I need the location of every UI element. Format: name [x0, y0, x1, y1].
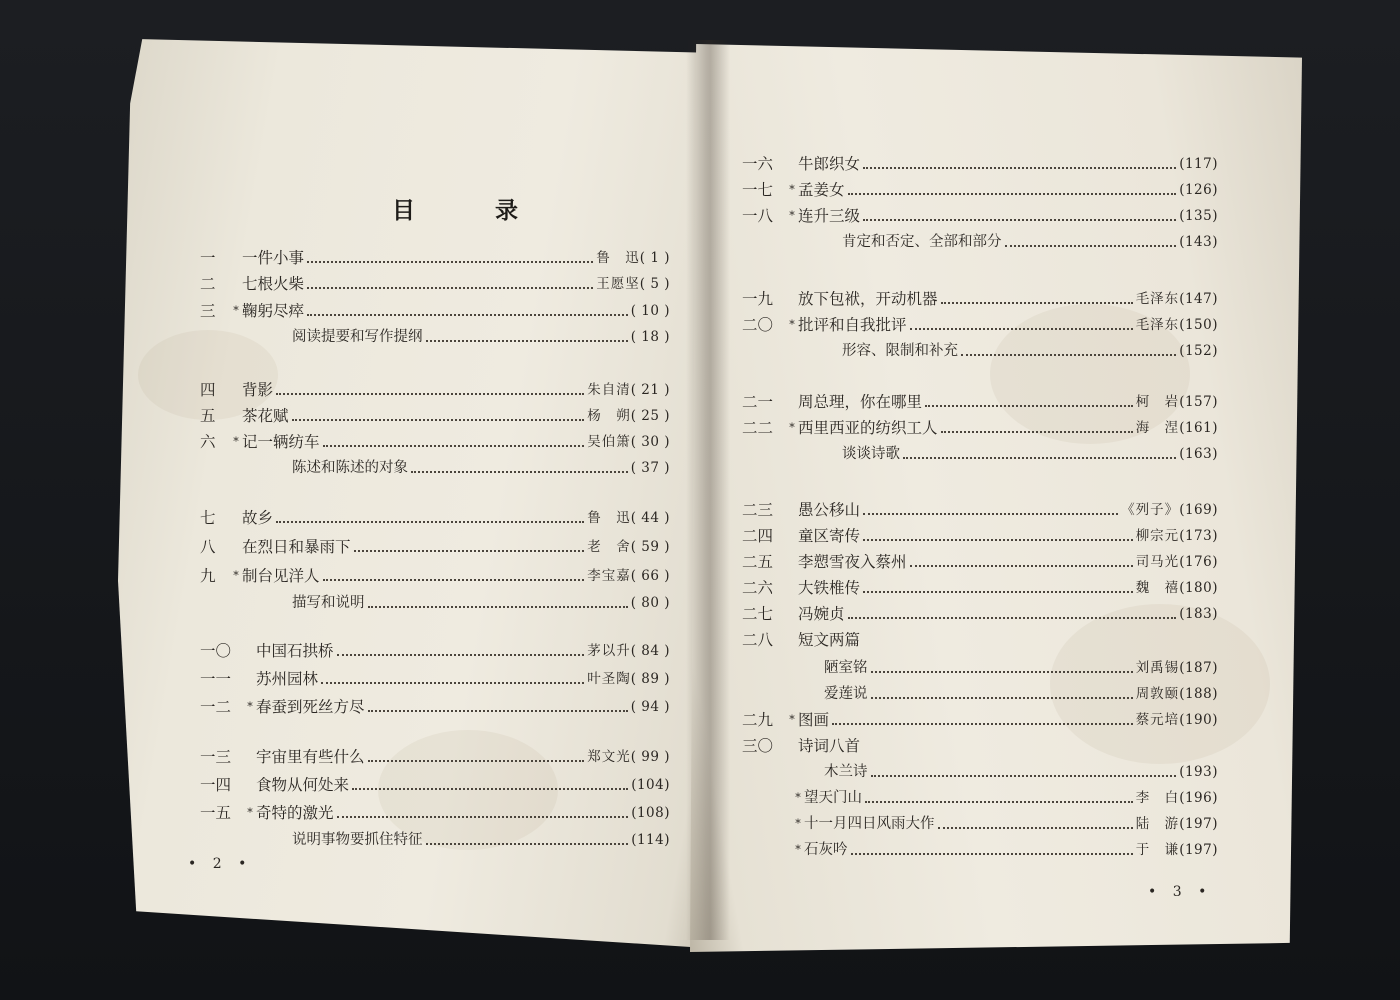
entry-page-number: ( 1 ): [639, 250, 670, 266]
right-toc-entry: [812, 656, 1218, 678]
optional-marker: *: [247, 700, 253, 713]
entry-author: 茅以升: [587, 643, 631, 659]
entry-number: 二六: [742, 579, 774, 597]
entry-title: 七根火柴: [242, 275, 305, 293]
entry-number: 二〇: [742, 316, 774, 334]
left-toc-entry: [200, 695, 670, 717]
entry-number: 一九: [742, 290, 774, 308]
optional-marker: *: [789, 183, 795, 196]
entry-page-number: (183): [1179, 606, 1218, 622]
toc-title: 目 录: [392, 197, 555, 224]
optional-marker: *: [233, 569, 239, 582]
right-toc-entry: [742, 734, 1218, 756]
entry-author: 周敦颐: [1135, 686, 1180, 702]
left-toc-entry: [200, 430, 670, 452]
optional-marker: *: [789, 318, 795, 331]
left-toc-entry: [200, 299, 670, 321]
entry-page-number: (180): [1179, 580, 1218, 596]
dot-leader: [276, 521, 584, 523]
entry-page-number: (152): [1179, 343, 1218, 359]
entry-title: 陋室铭: [824, 660, 868, 676]
optional-marker: *: [233, 304, 239, 317]
entry-title: 在烈日和暴雨下: [242, 538, 351, 556]
dot-leader: [354, 550, 585, 552]
entry-title: 放下包袱，开动机器: [798, 290, 938, 308]
entry-title: 说明事物要抓住特征: [292, 832, 423, 848]
entry-page-number: (197): [1179, 816, 1218, 832]
entry-page-number: (190): [1179, 712, 1218, 728]
dot-leader: [337, 816, 629, 818]
entry-title: 春蚕到死丝方尽: [256, 698, 365, 716]
entry-title: 石灰吟: [804, 842, 848, 858]
dot-leader: [307, 287, 593, 289]
entry-number: 二: [200, 275, 216, 293]
left-toc-entry: [280, 456, 670, 478]
entry-title: 童区寄传: [798, 527, 861, 545]
entry-number: 八: [200, 538, 216, 556]
right-toc-entry: [812, 760, 1218, 782]
dot-leader: [851, 853, 1133, 855]
entry-page-number: (163): [1179, 446, 1218, 462]
entry-page-number: (169): [1179, 502, 1218, 518]
entry-number: 九: [200, 567, 216, 585]
left-toc-entry: [200, 535, 670, 557]
entry-title: 批评和自我批评: [798, 316, 907, 334]
entry-title: 制台见洋人: [242, 567, 320, 585]
entry-page-number: (197): [1179, 842, 1218, 858]
left-toc-entry: [200, 564, 670, 586]
right-toc-entry: [742, 178, 1218, 200]
entry-title: 西里西亚的纺织工人: [798, 419, 938, 437]
entry-page-number: (104): [631, 777, 670, 793]
entry-number: 一七: [742, 181, 774, 199]
entry-page-number: ( 5 ): [639, 276, 670, 292]
dot-leader: [941, 431, 1133, 433]
left-toc-entry: [200, 272, 670, 294]
entry-number: 二八: [742, 631, 774, 649]
right-toc-entry: [742, 602, 1218, 624]
left-toc-entry: [280, 325, 670, 347]
entry-page-number: (147): [1179, 291, 1218, 307]
entry-author: 柳宗元: [1135, 528, 1180, 544]
dot-leader: [292, 419, 585, 421]
dot-leader: [865, 801, 1133, 803]
entry-page-number: (161): [1179, 420, 1218, 436]
entry-title: 中国石拱桥: [256, 642, 334, 660]
entry-title: 鞠躬尽瘁: [242, 302, 305, 320]
entry-page-number: ( 30 ): [630, 434, 670, 450]
entry-title: 苏州园林: [256, 670, 319, 688]
entry-page-number: (157): [1179, 394, 1218, 410]
right-toc-entry: [742, 708, 1218, 730]
dot-leader: [863, 167, 1176, 169]
entry-number: 一四: [200, 776, 232, 794]
entry-number: 七: [200, 509, 216, 527]
left-toc-entry: [280, 591, 670, 613]
entry-title: 阅读提要和写作提纲: [292, 329, 423, 345]
entry-title: 茶花赋: [242, 407, 289, 425]
entry-title: 望天门山: [804, 790, 862, 806]
right-toc-entry: [742, 550, 1218, 572]
entry-page-number: ( 25 ): [630, 408, 670, 424]
entry-title: 连升三级: [798, 207, 861, 225]
entry-author: 叶圣陶: [587, 671, 631, 687]
entry-page-number: (108): [631, 805, 670, 821]
optional-marker: *: [233, 435, 239, 448]
entry-number: 一一: [200, 670, 232, 688]
right-toc-entry: [742, 576, 1218, 598]
entry-page-number: (188): [1179, 686, 1218, 702]
entry-title: 诗词八首: [798, 737, 861, 755]
entry-page-number: (126): [1179, 182, 1218, 198]
entry-title: 李愬雪夜入蔡州: [798, 553, 907, 571]
entry-page-number: (117): [1179, 156, 1218, 172]
entry-page-number: ( 80 ): [630, 595, 670, 611]
dot-leader: [941, 302, 1133, 304]
right-toc-entry: [812, 682, 1218, 704]
dot-leader: [307, 314, 628, 316]
dot-leader: [321, 682, 584, 684]
entry-title: 陈述和陈述的对象: [292, 460, 408, 476]
dot-leader: [276, 393, 584, 395]
entry-title: 十一月四日风雨大作: [804, 816, 935, 832]
entry-author: 刘禹锡: [1135, 660, 1180, 676]
book-spine: [686, 40, 730, 940]
dot-leader: [910, 565, 1133, 567]
entry-title: 一件小事: [242, 249, 305, 267]
optional-marker: *: [789, 713, 795, 726]
dot-leader: [368, 760, 585, 762]
optional-marker: *: [247, 806, 253, 819]
right-toc-entry: [742, 204, 1218, 226]
entry-title: 爱莲说: [824, 686, 868, 702]
entry-author: 陆 游: [1135, 816, 1180, 832]
right-toc-entry: [830, 230, 1218, 252]
entry-title: 记一辆纺车: [242, 433, 320, 451]
entry-page-number: ( 21 ): [630, 382, 670, 398]
dot-leader: [1005, 245, 1177, 247]
dot-leader: [848, 193, 1177, 195]
dot-leader: [871, 775, 1177, 777]
optional-marker: *: [789, 421, 795, 434]
right-toc-entry: [742, 152, 1218, 174]
entry-page-number: (173): [1179, 528, 1218, 544]
entry-page-number: ( 66 ): [630, 568, 670, 584]
entry-page-number: ( 59 ): [630, 539, 670, 555]
entry-author: 柯 岩: [1135, 394, 1180, 410]
entry-author: 吴伯箫: [587, 434, 631, 450]
right-page-number: • 3 •: [1148, 884, 1213, 900]
dot-leader: [368, 710, 628, 712]
optional-marker: *: [795, 843, 801, 856]
entry-number: 一三: [200, 748, 232, 766]
entry-title: 短文两篇: [798, 631, 861, 649]
entry-page-number: (193): [1179, 764, 1218, 780]
entry-number: 一六: [742, 155, 774, 173]
dot-leader: [903, 457, 1176, 459]
entry-author: 《列子》: [1121, 502, 1180, 518]
entry-page-number: ( 99 ): [630, 749, 670, 765]
entry-number: 四: [200, 381, 216, 399]
left-toc-entry: [200, 246, 670, 268]
right-toc-entry: [742, 287, 1218, 309]
right-toc-entry: [742, 313, 1218, 335]
dot-leader: [307, 261, 593, 263]
dot-leader: [961, 354, 1176, 356]
entry-title: 图画: [798, 711, 830, 729]
entry-title: 木兰诗: [824, 764, 868, 780]
entry-number: 五: [200, 407, 216, 425]
entry-number: 一〇: [200, 642, 232, 660]
optional-marker: *: [795, 791, 801, 804]
entry-title: 形容、限制和补充: [842, 343, 958, 359]
dot-leader: [863, 539, 1133, 541]
dot-leader: [863, 591, 1133, 593]
entry-page-number: ( 37 ): [630, 460, 670, 476]
dot-leader: [863, 219, 1176, 221]
entry-number: 二七: [742, 605, 774, 623]
entry-author: 老 舍: [587, 539, 631, 555]
entry-author: 蔡元培: [1135, 712, 1180, 728]
entry-title: 描写和说明: [292, 595, 365, 611]
dot-leader: [871, 697, 1133, 699]
entry-title: 大铁椎传: [798, 579, 861, 597]
entry-author: 毛泽东: [1135, 291, 1180, 307]
right-toc-entry: [830, 339, 1218, 361]
entry-page-number: (187): [1179, 660, 1218, 676]
entry-number: 一二: [200, 698, 232, 716]
dot-leader: [337, 654, 585, 656]
entry-title: 奇特的激光: [256, 804, 334, 822]
dot-leader: [323, 445, 585, 447]
entry-number: 六: [200, 433, 216, 451]
entry-author: 海 涅: [1135, 420, 1180, 436]
entry-title: 背影: [242, 381, 274, 399]
right-toc-entry: [792, 786, 1218, 808]
entry-page-number: ( 18 ): [630, 329, 670, 345]
entry-page-number: (135): [1179, 208, 1218, 224]
entry-title: 食物从何处来: [256, 776, 350, 794]
left-toc-entry: [200, 378, 670, 400]
dot-leader: [368, 606, 628, 608]
entry-page-number: (150): [1179, 317, 1218, 333]
entry-number: 一: [200, 249, 216, 267]
entry-title: 谈谈诗歌: [842, 446, 900, 462]
entry-title: 故乡: [242, 509, 274, 527]
entry-title: 周总理，你在哪里: [798, 393, 923, 411]
entry-author: 魏 禧: [1135, 580, 1180, 596]
entry-page-number: ( 84 ): [630, 643, 670, 659]
left-toc-entry: [200, 667, 670, 689]
left-toc-entry: [200, 639, 670, 661]
entry-page-number: (114): [631, 832, 670, 848]
entry-number: 三: [200, 302, 216, 320]
entry-author: 鲁 迅: [596, 250, 640, 266]
dot-leader: [352, 788, 628, 790]
entry-author: 郑文光: [587, 749, 631, 765]
entry-author: 王愿坚: [596, 276, 640, 292]
dot-leader: [925, 405, 1133, 407]
right-toc-entry: [742, 524, 1218, 546]
entry-title: 冯婉贞: [798, 605, 845, 623]
entry-number: 三〇: [742, 737, 774, 755]
dot-leader: [871, 671, 1133, 673]
entry-number: 一五: [200, 804, 232, 822]
entry-author: 朱自清: [587, 382, 631, 398]
optional-marker: *: [795, 817, 801, 830]
entry-page-number: (176): [1179, 554, 1218, 570]
dot-leader: [411, 471, 628, 473]
dot-leader: [938, 827, 1133, 829]
right-toc-entry: [742, 390, 1218, 412]
entry-title: 孟姜女: [798, 181, 845, 199]
entry-number: 一八: [742, 207, 774, 225]
entry-title: 肯定和否定、全部和部分: [842, 234, 1002, 250]
right-toc-entry: [742, 628, 1218, 650]
right-toc-entry: [742, 498, 1218, 520]
dot-leader: [426, 843, 629, 845]
left-toc-entry: [200, 773, 670, 795]
right-toc-entry: [792, 812, 1218, 834]
left-toc-entry: [200, 745, 670, 767]
entry-author: 李宝嘉: [587, 568, 631, 584]
right-toc-entry: [792, 838, 1218, 860]
left-page-number: • 2 •: [188, 856, 253, 872]
entry-page-number: ( 94 ): [630, 699, 670, 715]
entry-title: 愚公移山: [798, 501, 861, 519]
entry-number: 二二: [742, 419, 774, 437]
entry-page-number: ( 89 ): [630, 671, 670, 687]
entry-number: 二五: [742, 553, 774, 571]
dot-leader: [832, 723, 1133, 725]
left-toc-entry: [200, 801, 670, 823]
entry-number: 二九: [742, 711, 774, 729]
entry-title: 宇宙里有些什么: [256, 748, 365, 766]
entry-page-number: (196): [1179, 790, 1218, 806]
dot-leader: [863, 513, 1118, 515]
entry-number: 二三: [742, 501, 774, 519]
dot-leader: [910, 328, 1133, 330]
dot-leader: [323, 579, 585, 581]
entry-page-number: (143): [1179, 234, 1218, 250]
entry-author: 司马光: [1135, 554, 1180, 570]
entry-author: 于 谦: [1135, 842, 1180, 858]
left-toc-entry: [280, 828, 670, 850]
left-toc-entry: [200, 506, 670, 528]
entry-author: 杨 朔: [587, 408, 631, 424]
entry-page-number: ( 44 ): [630, 510, 670, 526]
entry-number: 二四: [742, 527, 774, 545]
right-toc-entry: [742, 416, 1218, 438]
right-toc-entry: [830, 442, 1218, 464]
entry-number: 二一: [742, 393, 774, 411]
left-toc-entry: [200, 404, 670, 426]
dot-leader: [848, 617, 1177, 619]
entry-title: 牛郎织女: [798, 155, 861, 173]
dot-leader: [426, 340, 628, 342]
entry-author: 李 白: [1135, 790, 1180, 806]
optional-marker: *: [789, 209, 795, 222]
entry-author: 毛泽东: [1135, 317, 1180, 333]
entry-page-number: ( 10 ): [630, 303, 670, 319]
entry-author: 鲁 迅: [587, 510, 631, 526]
